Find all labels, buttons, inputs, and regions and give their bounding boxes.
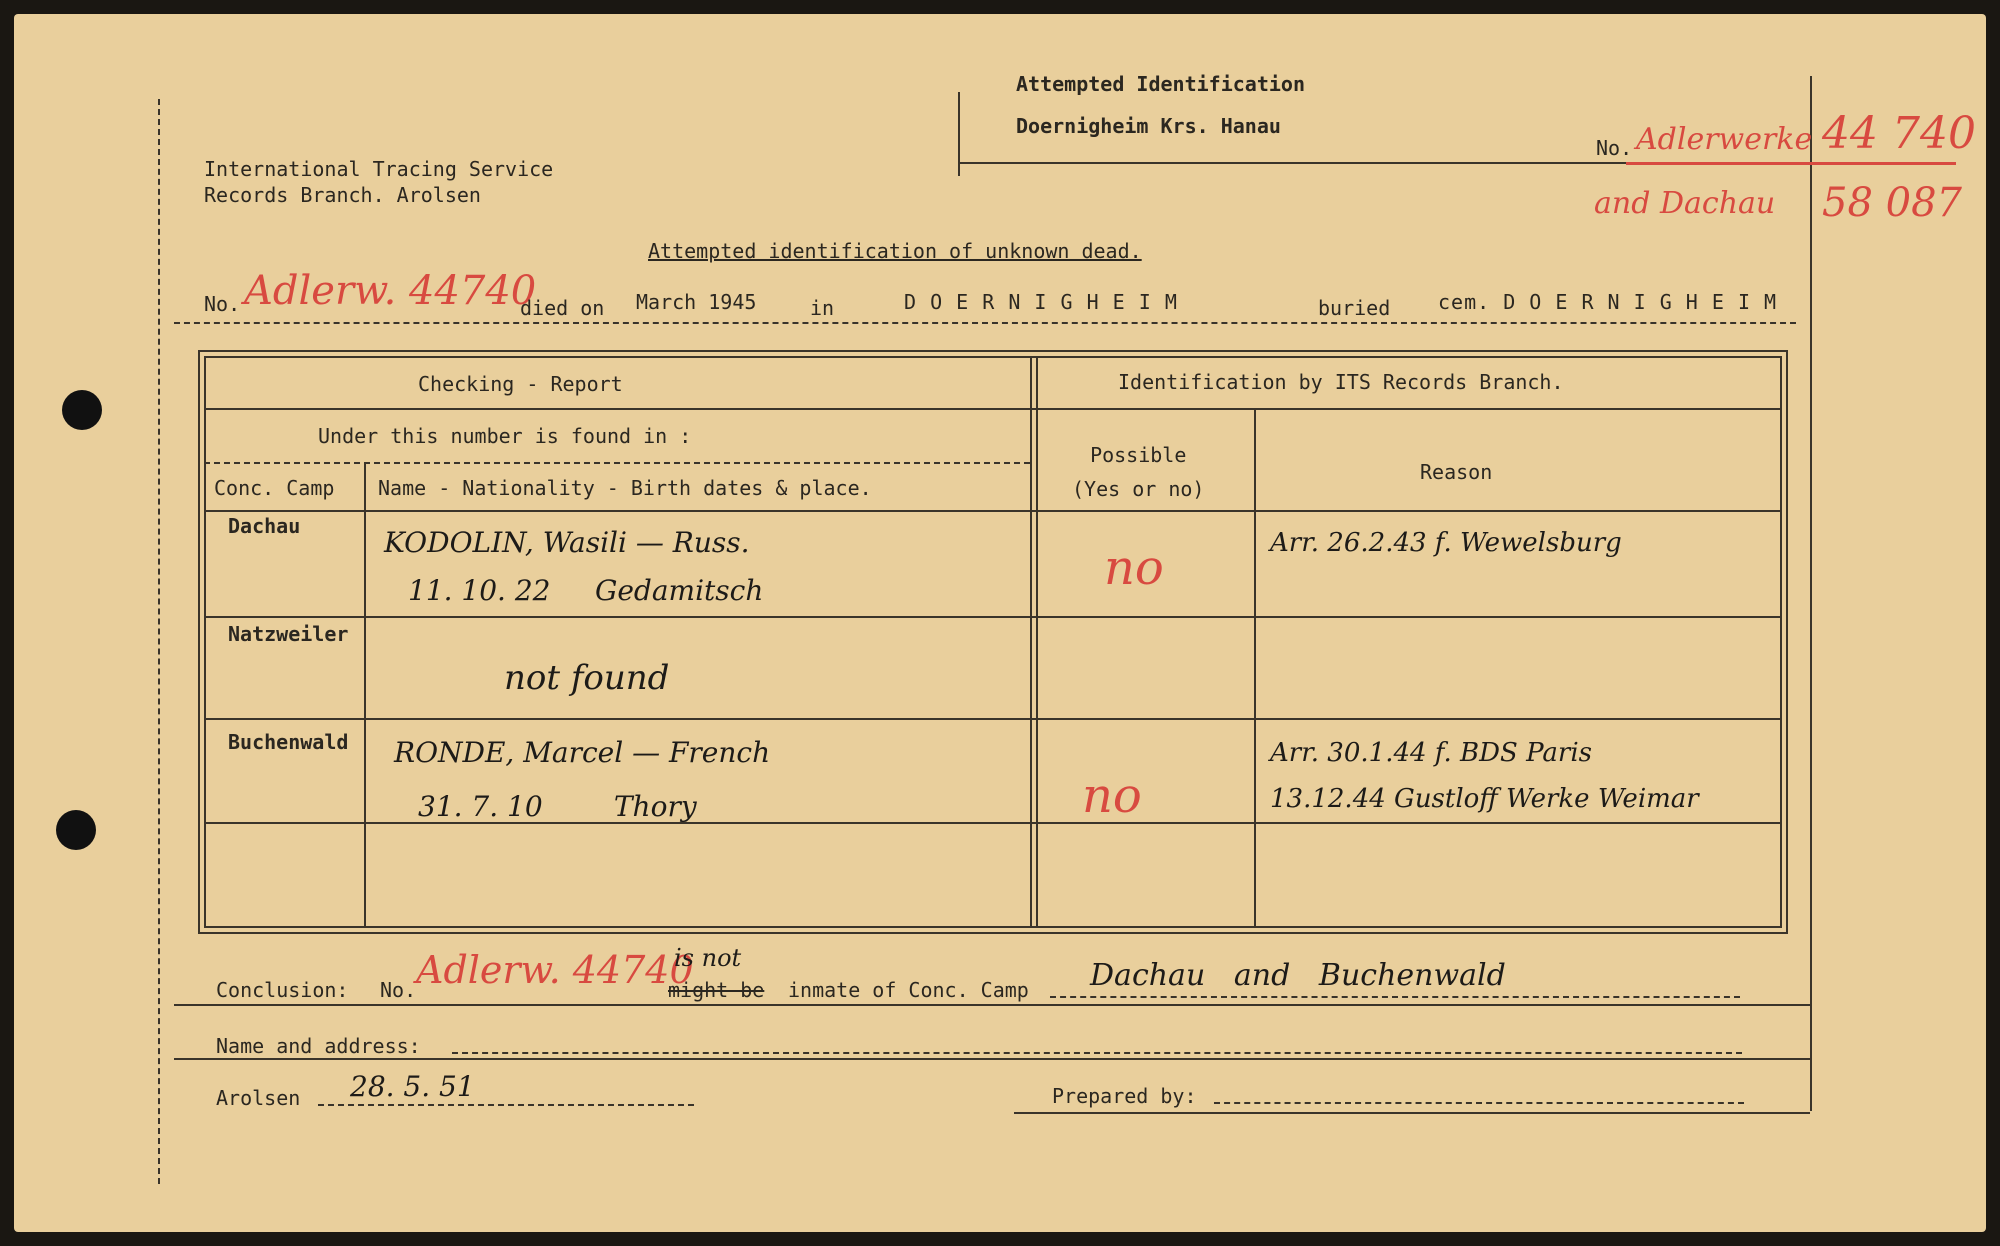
- header-no-handwritten: Adlerwerke: [1636, 122, 1813, 157]
- punch-hole-top: [62, 390, 102, 430]
- row3-reason-line1: Arr. 30.1.44 f. BDS Paris: [1270, 738, 1592, 768]
- table-top: [198, 350, 1788, 352]
- camp-name-divider: [364, 462, 366, 926]
- table-top-inner: [204, 356, 1782, 358]
- header-no-underline: [1626, 162, 1956, 165]
- row2-camp: Natzweiler: [228, 622, 349, 646]
- table-bottom: [198, 932, 1788, 934]
- table-mid-divider-2: [1036, 356, 1038, 926]
- row1-name-line1: KODOLIN, Wasili — Russ.: [384, 526, 750, 559]
- conclusion-struck-text: might be: [668, 978, 765, 1002]
- row1-name-line2: 11. 10. 22 Gedamitsch: [408, 574, 764, 607]
- row2-name-line1: not found: [504, 658, 670, 698]
- header-title: Attempted Identification: [1016, 72, 1305, 96]
- in-value: D O E R N I G H E I M: [904, 290, 1178, 314]
- checking-report-header: Checking - Report: [418, 372, 623, 396]
- row3-possible: no: [1082, 768, 1142, 824]
- name-address-dotted-line: [452, 1052, 1742, 1054]
- prepared-by-label: Prepared by:: [1052, 1084, 1197, 1108]
- col-header-name: Name - Nationality - Birth dates & place.: [378, 476, 872, 500]
- prepared-by-dotted-line: [1214, 1102, 1744, 1104]
- conclusion-inserted-text: is not: [674, 944, 742, 972]
- table-right-inner: [1780, 356, 1782, 926]
- table-left: [198, 350, 200, 932]
- buried-value: cem. D O E R N I G H E I M: [1438, 290, 1778, 314]
- row1-reason-line1: Arr. 26.2.43 f. Wewelsburg: [1270, 528, 1622, 558]
- table-bottom-inner: [204, 926, 1782, 928]
- row1-possible: no: [1104, 540, 1164, 596]
- row1-camp: Dachau: [228, 514, 301, 538]
- died-on-label: died on: [520, 296, 605, 320]
- name-address-rule: [174, 1058, 1810, 1060]
- record-no-value: Adlerw. 44740: [244, 268, 537, 314]
- conclusion-camps: Dachau and Buchenwald: [1090, 958, 1506, 993]
- conclusion-no-label: No.: [380, 978, 417, 1002]
- col-header-camp: Conc. Camp: [214, 476, 335, 500]
- right-margin-line: [1810, 76, 1812, 1111]
- died-on-value: March 1945: [636, 290, 757, 314]
- record-no-label: No.: [204, 292, 241, 316]
- bottom-rule: [1014, 1112, 1810, 1114]
- possible-reason-divider: [1254, 408, 1256, 926]
- name-address-label: Name and address:: [216, 1034, 421, 1058]
- colheader-rule: [204, 510, 1780, 512]
- conclusion-inmate-text: inmate of Conc. Camp: [788, 978, 1029, 1002]
- conclusion-label: Conclusion:: [216, 978, 349, 1002]
- subheader-rule: [204, 462, 1030, 464]
- org-name: International Tracing Service: [204, 157, 554, 181]
- row3-camp: Buchenwald: [228, 730, 349, 754]
- header-no-second-number: 58 087: [1822, 180, 1962, 226]
- table-right: [1786, 350, 1788, 932]
- form-subtitle: Attempted identification of unknown dead.: [648, 239, 1142, 263]
- record-line-rule: [174, 322, 1796, 324]
- header-no-number: 44 740: [1822, 108, 1976, 159]
- col-header-reason: Reason: [1420, 460, 1493, 484]
- org-branch: Records Branch. Arolsen: [204, 183, 481, 207]
- table-mid-divider: [1030, 356, 1032, 926]
- row3-name-line1: RONDE, Marcel — French: [394, 736, 771, 769]
- row1-rule: [204, 616, 1780, 618]
- record-card: [14, 14, 1986, 1232]
- conclusion-no-value: Adlerw. 44740: [416, 948, 694, 992]
- arolsen-date: 28. 5. 51: [350, 1070, 475, 1103]
- conclusion-dotted-line: [1050, 996, 1740, 998]
- row3-reason-line2: 13.12.44 Gustloff Werke Weimar: [1270, 784, 1699, 814]
- buried-label: buried: [1318, 296, 1391, 320]
- conclusion-rule: [174, 1004, 1810, 1006]
- header-location: Doernigheim Krs. Hanau: [1016, 114, 1281, 138]
- in-label: in: [810, 296, 835, 320]
- left-margin-line: [158, 99, 160, 1184]
- its-identification-header: Identification by ITS Records Branch.: [1118, 370, 1564, 394]
- row2-rule: [204, 718, 1780, 720]
- header-row-rule: [204, 408, 1780, 410]
- found-in-subheader: Under this number is found in :: [318, 424, 692, 448]
- arolsen-label: Arolsen: [216, 1086, 301, 1110]
- row3-name-line2: 31. 7. 10 Thory: [418, 790, 697, 823]
- arolsen-dotted-line: [318, 1104, 694, 1106]
- col-header-possible: Possible (Yes or no): [1072, 443, 1205, 501]
- header-no-label: No.: [1596, 136, 1633, 160]
- header-no-second-line: and Dachau: [1594, 186, 1776, 221]
- table-left-inner: [204, 356, 206, 926]
- punch-hole-bottom: [56, 810, 96, 850]
